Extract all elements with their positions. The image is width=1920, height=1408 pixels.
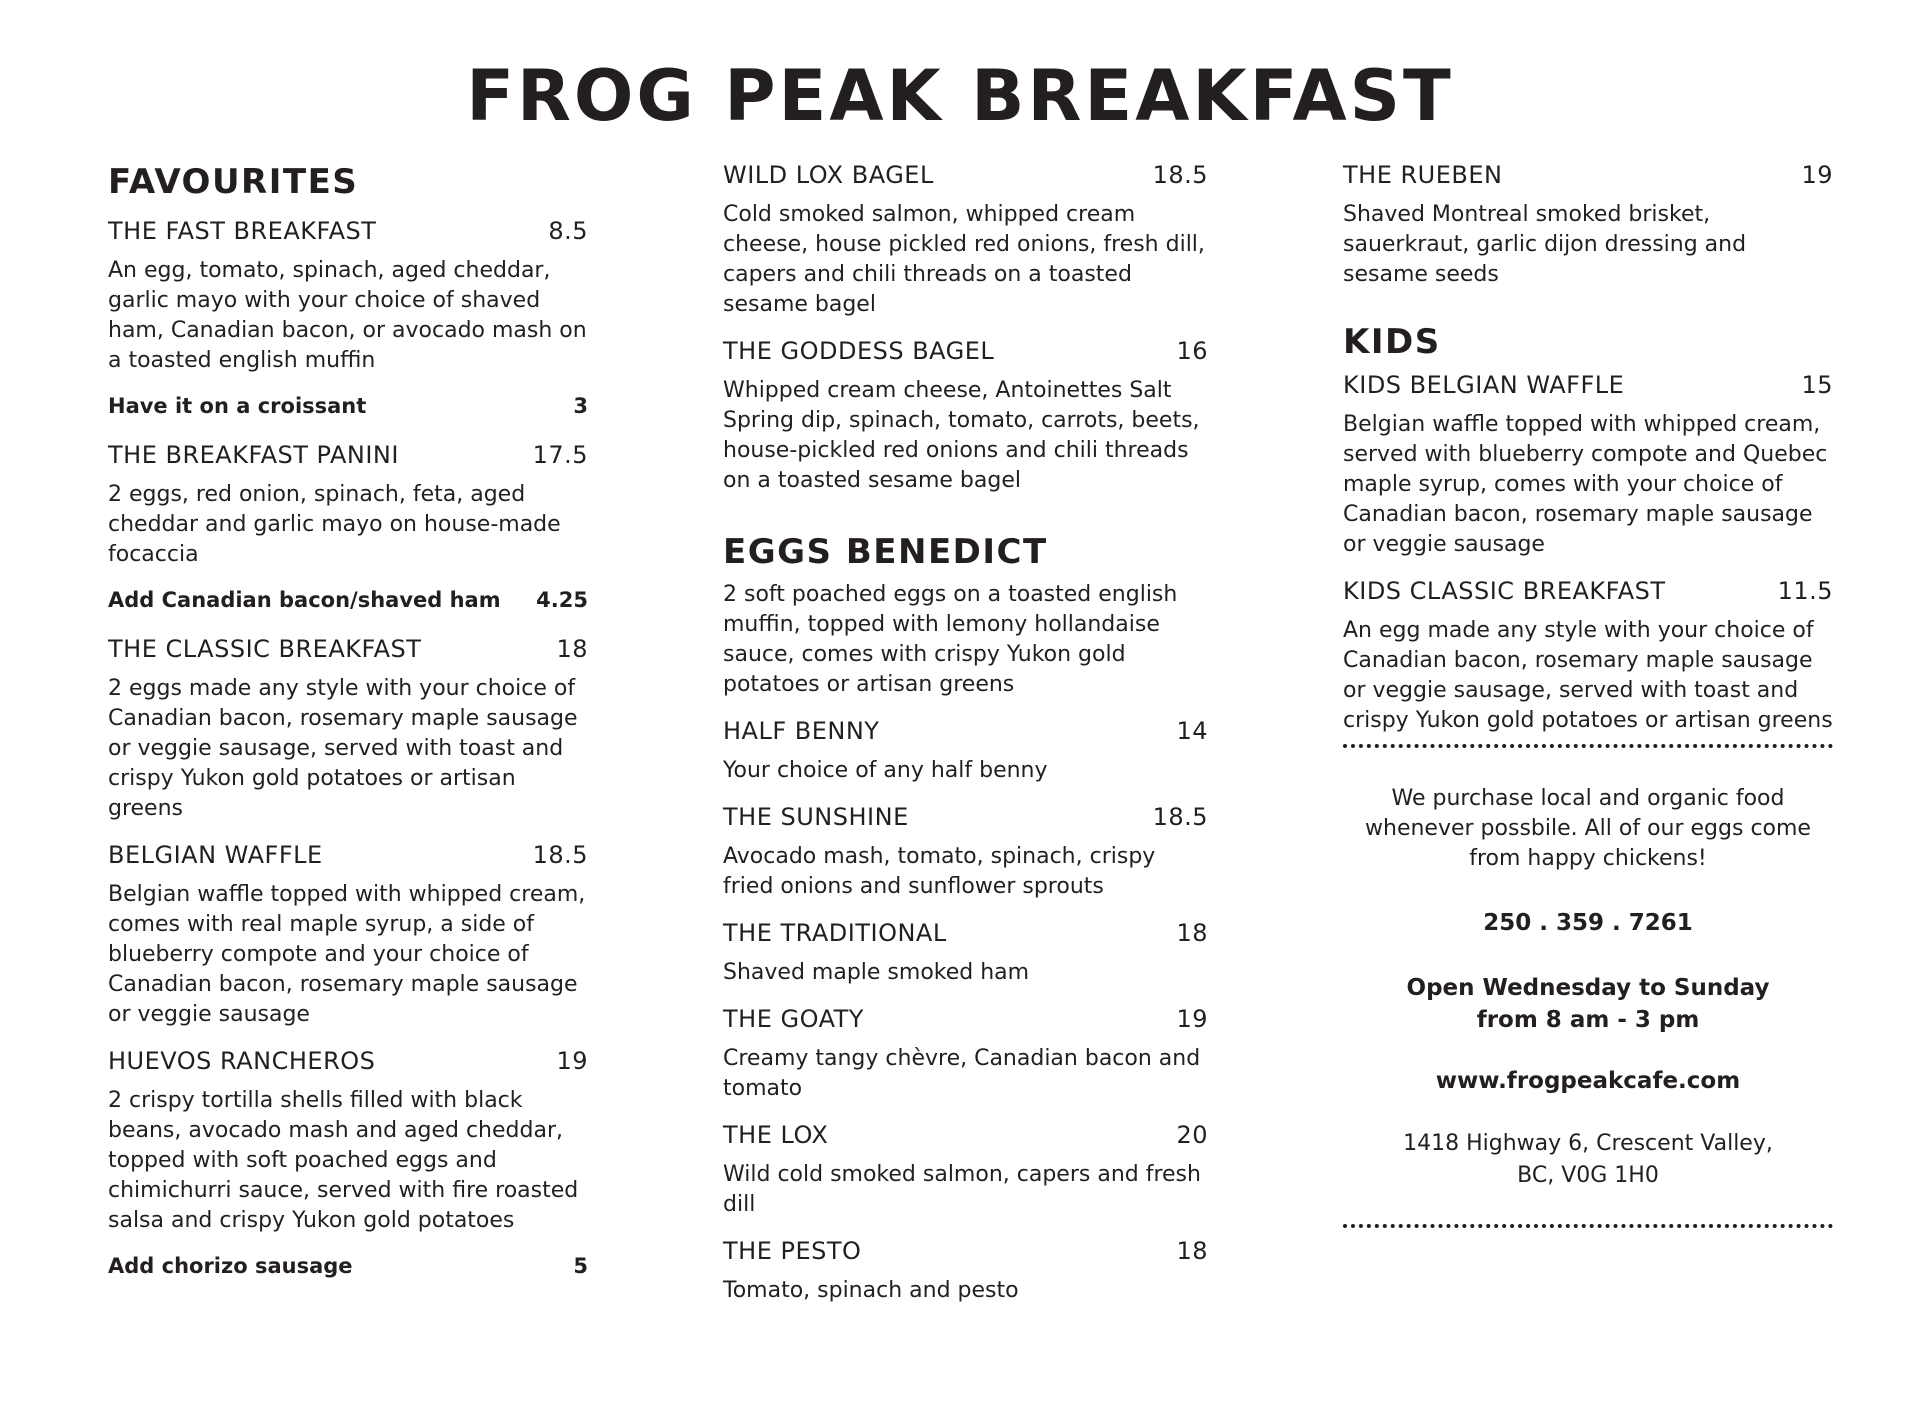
bagels-benedict-column (723, 160, 1208, 1322)
item-price: 15 (1801, 371, 1833, 399)
item-price: 19 (1801, 161, 1833, 189)
menu-item (108, 440, 588, 570)
kids-info-column (1343, 160, 1833, 1228)
benedict-heading: EGGS BENEDICT (723, 532, 1048, 572)
item-price: 14 (1176, 717, 1208, 745)
item-description: Belgian waffle topped with whipped cream, served with blueberry compote and Quebec maple syrup, comes with your choice of Canadian bacon, rosemary maple sausage or veggie sausage (1343, 412, 1828, 557)
dotted-divider (1343, 1224, 1833, 1228)
menu-item (1343, 576, 1833, 736)
menu-item (723, 918, 1208, 988)
item-name: KIDS BELGIAN WAFFLE (1343, 371, 1625, 399)
item-price: 17.5 (532, 441, 588, 469)
menu-item (108, 634, 588, 824)
addon-item (108, 586, 588, 614)
item-price: 20 (1176, 1121, 1208, 1149)
favourites-column (108, 160, 588, 1300)
item-price: 18 (1176, 919, 1208, 947)
item-name: HALF BENNY (723, 717, 880, 745)
item-name: THE GOATY (723, 1005, 864, 1033)
addon-price: 3 (573, 394, 588, 418)
item-name: THE TRADITIONAL (723, 919, 947, 947)
menu-item (723, 1120, 1208, 1220)
opening-hours (1343, 972, 1833, 1036)
kids-heading: KIDS (1343, 322, 1441, 362)
menu-item (108, 1046, 588, 1236)
item-description: 2 eggs made any style with your choice of Canadian bacon, rosemary maple sausage or veggie sausage, served with toast and crispy Yukon gold potatoes or artisan greens (108, 676, 578, 821)
item-name: THE CLASSIC BREAKFAST (108, 635, 422, 663)
menu-item (723, 160, 1208, 320)
sourcing-note: We purchase local and organic food whenever possbile. All of our eggs come from happy chickens! (1365, 786, 1811, 871)
item-price: 8.5 (548, 217, 588, 245)
item-description: Tomato, spinach and pesto (723, 1278, 1019, 1303)
addon-price: 5 (573, 1254, 588, 1278)
dotted-divider (1343, 744, 1833, 748)
addon-item (108, 392, 588, 420)
benedict-intro: 2 soft poached eggs on a toasted english muffin, topped with lemony hollandaise sauce, comes with crispy Yukon gold potatoes or artisan greens (723, 582, 1178, 697)
item-description: Whipped cream cheese, Antoinettes Salt Spring dip, spinach, tomato, carrots, beets, house-pickled red onions and chili threads on a toasted sesame bagel (723, 378, 1200, 493)
item-description: Creamy tangy chèvre, Canadian bacon and tomato (723, 1046, 1201, 1101)
item-price: 18 (1176, 1237, 1208, 1265)
menu-item (723, 336, 1208, 496)
favourites-heading: FAVOURITES (108, 162, 359, 202)
cafe-info (1343, 784, 1833, 1192)
addon-item (108, 1252, 588, 1280)
item-price: 11.5 (1777, 577, 1833, 605)
item-description: Shaved maple smoked ham (723, 960, 1030, 985)
menu-item (1343, 370, 1833, 560)
item-name: HUEVOS RANCHEROS (108, 1047, 376, 1075)
item-price: 18.5 (1152, 161, 1208, 189)
addon-name: Add chorizo sausage (108, 1254, 353, 1278)
item-price: 18.5 (1152, 803, 1208, 831)
menu-item (723, 1236, 1208, 1306)
item-name: KIDS CLASSIC BREAKFAST (1343, 577, 1666, 605)
item-name: THE BREAKFAST PANINI (108, 441, 399, 469)
item-price: 18.5 (532, 841, 588, 869)
address (1343, 1128, 1833, 1192)
item-name: WILD LOX BAGEL (723, 161, 934, 189)
address-street: 1418 Highway 6, Crescent Valley, (1403, 1131, 1773, 1156)
menu-item (723, 802, 1208, 902)
item-name: THE LOX (723, 1121, 829, 1149)
item-description: An egg made any style with your choice of Canadian bacon, rosemary maple sausage or veggie sausage, served with toast and crispy Yukon gold potatoes or artisan greens (1343, 618, 1833, 733)
item-description: 2 crispy tortilla shells filled with black beans, avocado mash and aged cheddar, topped with soft poached eggs and chimichurri sauce, served with fire roasted salsa and crispy Yukon gold potatoes (108, 1088, 579, 1233)
hours-days: Open Wednesday to Sunday (1406, 975, 1770, 1001)
menu-item (723, 1004, 1208, 1104)
menu-item (723, 716, 1208, 786)
item-description: Cold smoked salmon, whipped cream cheese, house pickled red onions, fresh dill, capers and chili threads on a toasted sesame bagel (723, 202, 1205, 317)
menu-item (108, 216, 588, 376)
addon-price: 4.25 (536, 588, 588, 612)
item-price: 18 (556, 635, 588, 663)
addon-name: Add Canadian bacon/shaved ham (108, 588, 501, 612)
item-price: 16 (1176, 337, 1208, 365)
item-name: THE FAST BREAKFAST (108, 217, 377, 245)
phone-number: 250 . 359 . 7261 (1483, 910, 1693, 936)
hours-times: from 8 am - 3 pm (1476, 1007, 1700, 1033)
item-description: Your choice of any half benny (723, 758, 1048, 783)
item-name: THE RUEBEN (1343, 161, 1503, 189)
item-name: THE PESTO (723, 1237, 862, 1265)
item-price: 19 (556, 1047, 588, 1075)
item-description: Wild cold smoked salmon, capers and fresh dill (723, 1162, 1201, 1217)
item-description: An egg, tomato, spinach, aged cheddar, garlic mayo with your choice of shaved ham, Canadian bacon, or avocado mash on a toasted english muffin (108, 258, 587, 373)
menu-item (108, 840, 588, 1030)
menu-title: FROG PEAK BREAKFAST (466, 55, 1454, 137)
address-region: BC, V0G 1H0 (1517, 1163, 1659, 1188)
item-name: BELGIAN WAFFLE (108, 841, 323, 869)
item-name: THE GODDESS BAGEL (723, 337, 995, 365)
item-price: 19 (1176, 1005, 1208, 1033)
item-description: Avocado mash, tomato, spinach, crispy fried onions and sunflower sprouts (723, 844, 1156, 899)
menu-item (1343, 160, 1833, 290)
item-description: 2 eggs, red onion, spinach, feta, aged cheddar and garlic mayo on house-made focaccia (108, 482, 561, 567)
item-description: Shaved Montreal smoked brisket, sauerkraut, garlic dijon dressing and sesame seeds (1343, 202, 1747, 287)
website-link[interactable]: www.frogpeakcafe.com (1435, 1068, 1741, 1094)
item-description: Belgian waffle topped with whipped cream, comes with real maple syrup, a side of blueberry compote and your choice of Canadian bacon, rosemary maple sausage or veggie sausage (108, 882, 586, 1027)
addon-name: Have it on a croissant (108, 394, 367, 418)
item-name: THE SUNSHINE (723, 803, 909, 831)
